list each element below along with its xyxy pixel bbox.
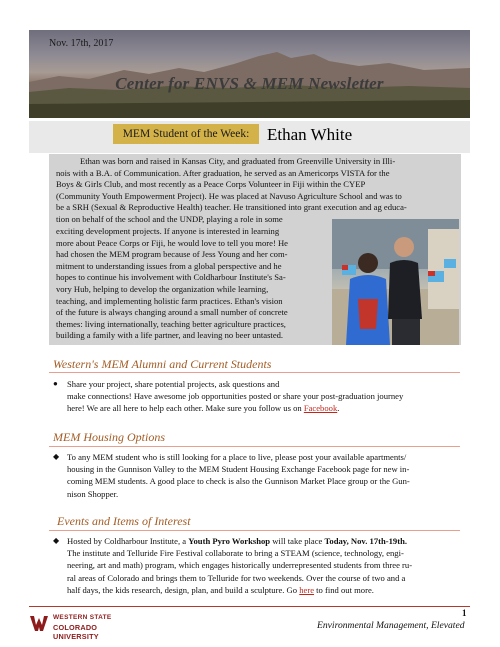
alumni-line: make connections! Have awesome job opportunities posted or share your post-graduation journey (67, 391, 404, 402)
housing-line: To any MEM student who is still looking for a place to live, please post your available apartments/ (67, 452, 407, 462)
bio-line: mitment to understanding issues from a global perspective and he (56, 260, 282, 271)
alumni-heading: Western's MEM Alumni and Current Students (53, 357, 272, 371)
bio-paragraph-narrow (56, 226, 318, 342)
w-logo-icon (29, 613, 49, 633)
bio-line: Ethan was born and raised in Kansas City, and graduated from Greenville University in Illi- (80, 156, 396, 166)
bio-line: teaching, and implementing holistic farm practices. Ethan's vision (56, 295, 283, 306)
events-line: neering, art and math) program, which engages historically underrepresented students from three ru- (67, 560, 413, 571)
events-text-part: Hosted by Coldharbour Institute, a (67, 536, 189, 546)
alumni-line (67, 402, 403, 414)
events-text-part: half days, the kids research, design, plan, and build a sculpture. Go (67, 584, 300, 595)
bio-line: hopes to continue his involvement with Coldharbour Institute's Sa- (56, 272, 286, 283)
events-line: ral areas of Colorado and brings them to Telluride for two weekends. Over the course of two and a (67, 572, 406, 583)
bio-line: Boys & Girls Club, and most recently as a Peace Corps Volunteer in Fiji within the CYEP (56, 179, 366, 190)
logo-text-top: WESTERN STATE (53, 614, 112, 621)
events-text-part: will take place (270, 536, 325, 546)
page-number: 1 (462, 608, 467, 618)
bio-line: themes: living internationally, teaching better agriculture practices, (56, 318, 286, 329)
university-logo (29, 613, 131, 641)
alumni-line: Share your project, share potential projects, ask questions and (67, 379, 280, 389)
bullet-icon: ● (53, 379, 58, 388)
bio-line: be a SRH (Sexual & Reproductive Health) teacher. He transitioned into grant execution and ag educa- (56, 202, 407, 213)
bullet-icon: ◆ (53, 536, 60, 545)
housing-line: nison Shopper. (67, 488, 119, 499)
section-divider (49, 530, 460, 531)
header-banner (29, 30, 470, 118)
bio-line: exciting development projects. If anyone is interested in learning (56, 226, 280, 236)
events-line (67, 535, 412, 547)
student-photo (332, 219, 459, 345)
alumni-text (67, 378, 403, 415)
bio-line: nois with a B.A. of Communication. After graduation, he served as an Americorps VISTA for the (56, 167, 390, 178)
housing-text (67, 451, 410, 500)
student-name: Ethan White (267, 125, 353, 144)
facebook-link[interactable]: Facebook (303, 403, 338, 414)
event-date: Today, Nov. 17th-19th. (324, 536, 408, 546)
housing-line: housing in the Gunnison Valley to the MEM Student Housing Exchange Facebook page for new in- (67, 464, 410, 475)
newsletter-date: Nov. 17th, 2017 (49, 38, 114, 49)
events-text-part: to find out more. (314, 584, 374, 595)
bio-paragraph-top (56, 156, 456, 226)
footer-tagline: Environmental Management, Elevated (317, 620, 465, 631)
events-line: The institute and Telluride Fire Festival collaborate to bring a STEAM (science, technology, engi- (67, 548, 404, 559)
section-divider (49, 446, 460, 447)
bio-line: building a family with a life partner, and leaving no beer untasted. (56, 330, 284, 341)
bullet-icon: ◆ (53, 452, 60, 461)
newsletter-title: Center for ENVS & MEM Newsletter (115, 74, 384, 93)
logo-text-bottom: COLORADO UNIVERSITY (53, 623, 99, 641)
bio-line: more about Peace Corps or Fiji, he would love to tell you more! He (56, 237, 288, 248)
bio-line: of the future is always changing around a small number of concrete (56, 307, 288, 318)
housing-heading: MEM Housing Options (53, 430, 165, 444)
bio-line: vory Hub, helping to develop the organization while learning, (56, 283, 269, 294)
bio-line: (Community Youth Empowerment Project). He was placed at Navuso Agriculture School and was to (56, 190, 402, 201)
workshop-name: Youth Pyro Workshop (188, 536, 271, 546)
alumni-line-end: . (337, 403, 340, 414)
section-divider (49, 372, 460, 373)
find-out-more-link[interactable]: here (299, 584, 315, 595)
bio-line: tion on behalf of the school and the UNDP, playing a role in some (56, 213, 283, 224)
events-text (67, 535, 412, 596)
student-of-week-label: MEM Student of the Week: (113, 124, 259, 144)
footer-divider (29, 606, 470, 607)
alumni-line-text: here! We are all here to help each other. Make sure you follow us on (67, 403, 304, 414)
events-line (67, 584, 412, 596)
events-heading: Events and Items of Interest (57, 514, 191, 528)
housing-line: coming MEM students. A good place to check is also the Gunnison Market Place group or the Gun- (67, 476, 410, 487)
bio-line: had chosen the MEM program because of Jess Young and her com- (56, 249, 288, 260)
